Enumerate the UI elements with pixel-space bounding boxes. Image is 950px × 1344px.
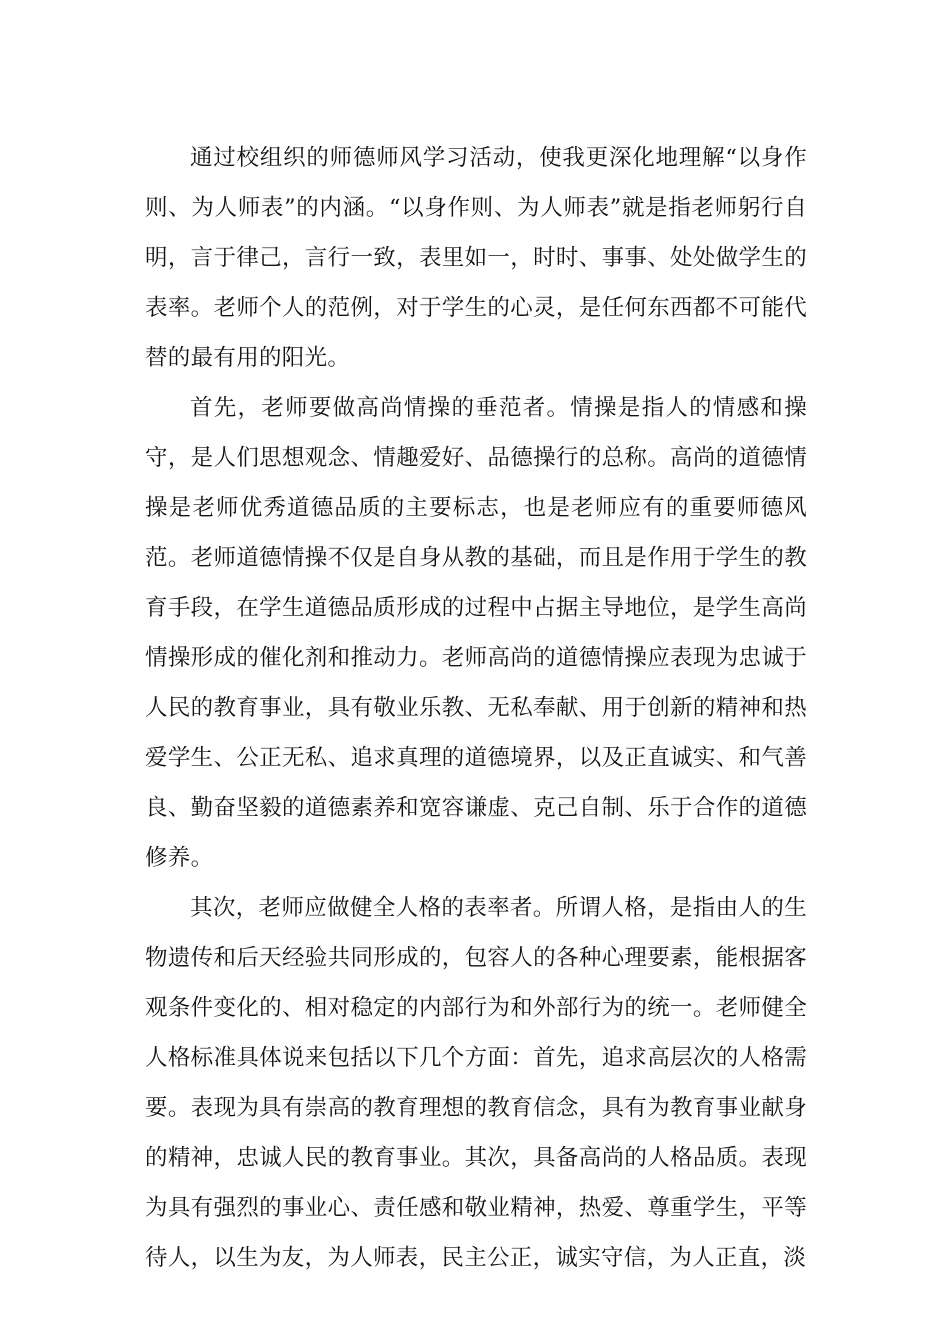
- document-body: [145, 133, 807, 1283]
- paragraph-3: 其次，老师应做健全人格的表率者。所谓人格，是指由人的生物遗传和后天经验共同形成的，包容人的各种心理要素，能根据客观条件变化的、相对稳定的内部行为和外部行为的统一。老师健全人格标准具体说来包括以下几个方面：首先，追求高层次的人格需要。表现为具有崇高的教育理想的教育信念，具有为教育事业献身的精神，忠诚人民的教育事业。其次，具备高尚的人格品质。表现为具有强烈的事业心、责任感和敬业精神，热爱、尊重学生，平等待人，以生为友，为人师表，民主公正，诚实守信，为人正直，淡: [145, 895, 807, 1271]
- paragraph-1: 通过校组织的师德师风学习活动，使我更深化地理解“以身作则、为人师表”的内涵。“以身作则、为人师表”就是指老师躬行自明，言于律己，言行一致，表里如一，时时、事事、处处做学生的表率。老师个人的范例，对于学生的心灵，是任何东西都不可能代替的最有用的阳光。: [145, 145, 807, 371]
- paragraph-2: 首先，老师要做高尚情操的垂范者。情操是指人的情感和操守，是人们思想观念、情趣爱好、品德操行的总称。高尚的道德情操是老师优秀道德品质的主要标志，也是老师应有的重要师德风范。老师道德情操不仅是自身从教的基础，而且是作用于学生的教育手段，在学生道德品质形成的过程中占据主导地位，是学生高尚情操形成的催化剂和推动力。老师高尚的道德情操应表现为忠诚于人民的教育事业，具有敬业乐教、无私奉献、用于创新的精神和热爱学生、公正无私、追求真理的道德境界，以及正直诚实、和气善良、勤奋坚毅的道德素养和宽容谦虚、克己自制、乐于合作的道德修养。: [145, 395, 807, 871]
